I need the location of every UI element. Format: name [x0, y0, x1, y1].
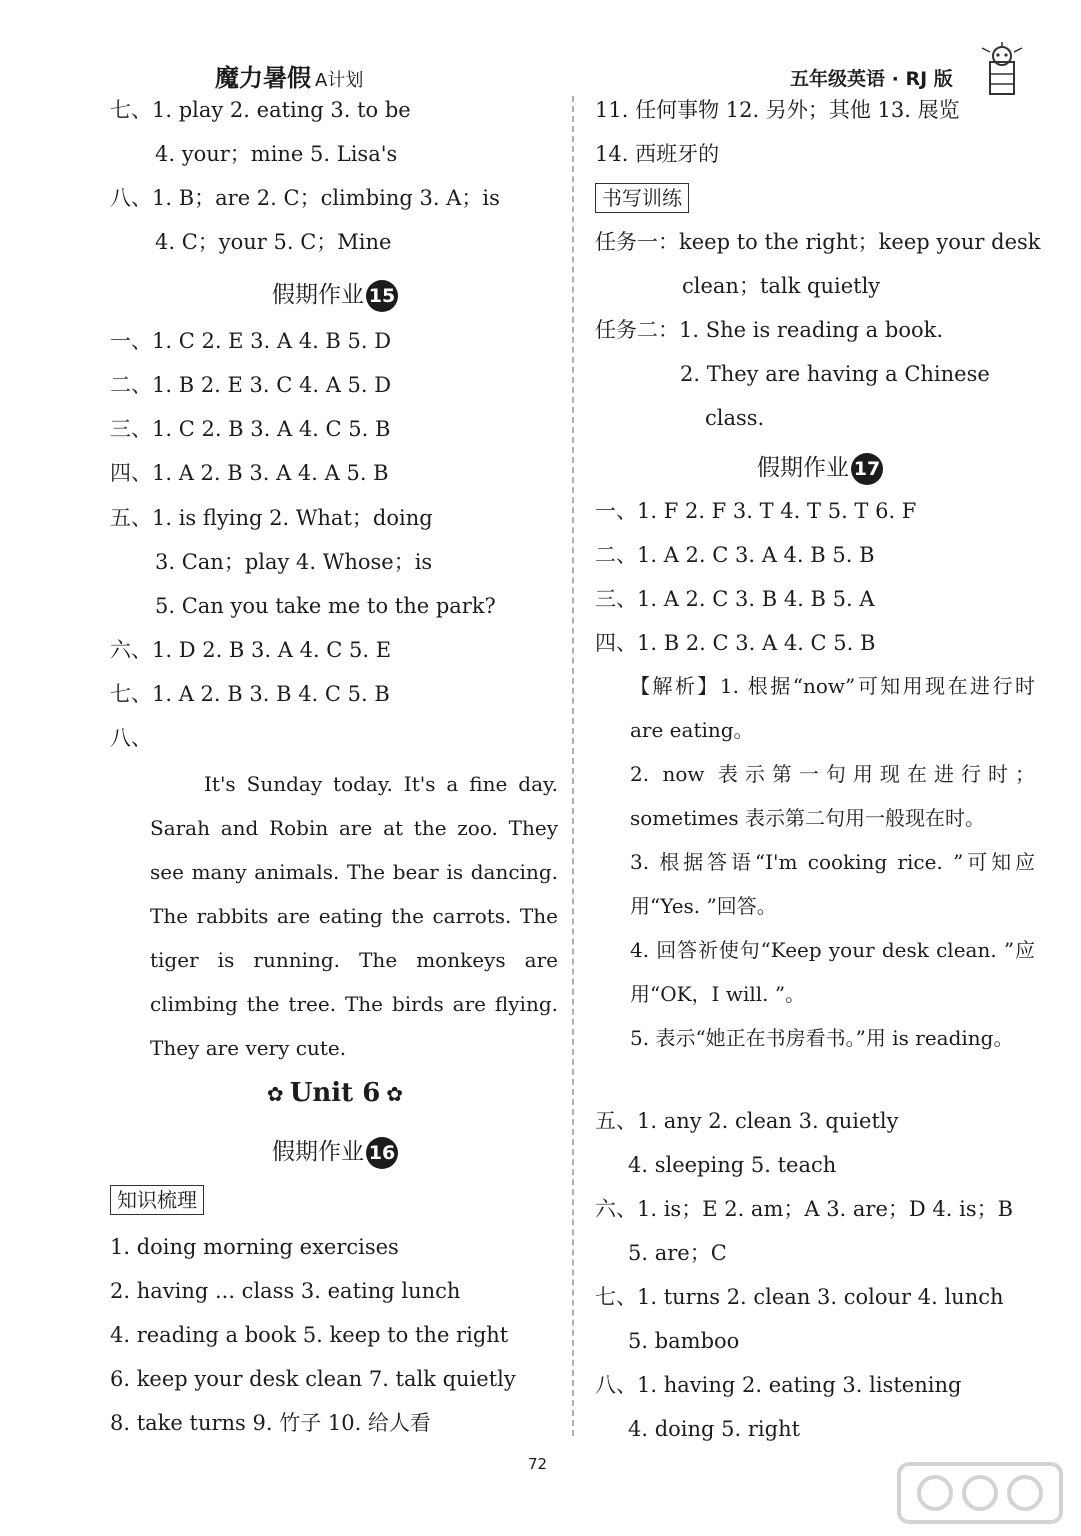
heading-text: 假期作业 [757, 455, 849, 481]
ornament-icon: ✿ [386, 1082, 404, 1106]
unit-title [110, 1078, 560, 1108]
answer-line: 五、1. any 2. clean 3. quietly [595, 1109, 899, 1133]
answer-line: 11. 任何事物 12. 另外；其他 13. 展览 [595, 98, 960, 122]
header-brand [215, 58, 363, 93]
header-grade: 五年级英语 · RJ 版 [790, 68, 953, 90]
answer-line: 4. reading a book 5. keep to the right [110, 1323, 509, 1347]
header-brand-title: 魔力暑假 [215, 64, 311, 92]
answer-line: 八、1. having 2. eating 3. listening [595, 1373, 962, 1397]
answer-line: clean；talk quietly [682, 274, 881, 298]
section-tag-line [595, 183, 689, 213]
answer-line: 任务一：keep to the right；keep your desk [595, 230, 1041, 254]
answer-line: 七、1. play 2. eating 3. to be [110, 98, 411, 122]
heading-text: 假期作业 [272, 282, 364, 308]
heading-text: 假期作业 [272, 1139, 364, 1165]
answer-line: 4. sleeping 5. teach [628, 1153, 837, 1177]
section-tag: 知识梳理 [110, 1185, 204, 1215]
answer-line: 八、 [110, 726, 152, 750]
section-tag-line [110, 1185, 204, 1215]
answer-line: class. [705, 406, 765, 430]
answer-line: 三、1. A 2. C 3. B 4. B 5. A [595, 587, 875, 611]
answer-line: 2. having ... class 3. eating lunch [110, 1279, 461, 1303]
section-tag: 书写训练 [595, 183, 689, 213]
explanation-line: 2. now 表示第一句用现在进行时；sometimes 表示第二句用一般现在时。 [630, 762, 1035, 830]
answer-line: 一、1. C 2. E 3. A 4. B 5. D [110, 329, 392, 353]
explanation [630, 664, 1035, 1060]
answer-line: 8. take turns 9. 竹子 10. 给人看 [110, 1411, 431, 1435]
answer-line: 14. 西班牙的 [595, 142, 720, 166]
answer-line: 二、1. B 2. E 3. C 4. A 5. D [110, 373, 392, 397]
watermark-logo-icon [895, 1458, 1065, 1528]
answer-line: 三、1. C 2. B 3. A 4. C 5. B [110, 417, 391, 441]
answer-line: 5. Can you take me to the park? [155, 594, 496, 618]
section-heading-16 [110, 1135, 560, 1169]
answer-line: 五、1. is flying 2. What；doing [110, 506, 433, 530]
answer-line: 四、1. A 2. B 3. A 4. A 5. B [110, 461, 389, 485]
answer-line: 2. They are having a Chinese [680, 362, 990, 386]
heading-number: 17 [851, 453, 883, 485]
passage-text: It's Sunday today. It's a fine day. Sarah and Robin are at the zoo. They see many animals. The bear is dancing. The rabbits are eating the carrots. The tiger is running. The monkeys are climbing the tree. The birds are flying. They are very cute. [150, 772, 558, 1060]
column-divider [572, 96, 574, 1436]
answer-line: 八、1. B；are 2. C；climbing 3. A；is [110, 186, 500, 210]
mascot-icon [972, 40, 1032, 100]
answer-line: 4. C；your 5. C；Mine [155, 230, 392, 254]
answer-line: 6. keep your desk clean 7. talk quietly [110, 1367, 516, 1391]
answer-line: 5. bamboo [628, 1329, 740, 1353]
unit-title-text: Unit 6 [289, 1078, 381, 1108]
answer-line: 六、1. is；E 2. am；A 3. are；D 4. is；B [595, 1197, 1014, 1221]
answer-line: 任务二：1. She is reading a book. [595, 318, 944, 342]
explanation-line: 3. 根据答语“I'm cooking rice. ”可知应用“Yes. ”回答。 [630, 850, 1035, 918]
answer-line: 5. are；C [628, 1241, 727, 1265]
answer-line: 七、1. turns 2. clean 3. colour 4. lunch [595, 1285, 1004, 1309]
explanation-line: 【解析】1. 根据“now”可知用现在进行时 are eating。 [630, 674, 1035, 742]
answer-line: 1. doing morning exercises [110, 1235, 399, 1259]
section-heading-17 [595, 451, 1045, 485]
page-number: 72 [528, 1455, 548, 1473]
answer-line: 一、1. F 2. F 3. T 4. T 5. T 6. F [595, 499, 917, 523]
answer-line: 四、1. B 2. C 3. A 4. C 5. B [595, 631, 876, 655]
answer-line: 二、1. A 2. C 3. A 4. B 5. B [595, 543, 875, 567]
explanation-line: 4. 回答祈使句“Keep your desk clean. ”应用“OK，I will. ”。 [630, 938, 1035, 1006]
answer-line: 3. Can；play 4. Whose；is [155, 550, 433, 574]
section-heading-15 [110, 278, 560, 312]
passage [150, 762, 558, 1070]
answer-line: 七、1. A 2. B 3. B 4. C 5. B [110, 682, 390, 706]
answer-line: 六、1. D 2. B 3. A 4. C 5. E [110, 638, 392, 662]
answer-line: 4. your；mine 5. Lisa's [155, 142, 398, 166]
header-brand-sub: A计划 [315, 70, 364, 91]
answer-line: 4. doing 5. right [628, 1417, 801, 1441]
ornament-icon: ✿ [266, 1082, 284, 1106]
explanation-line: 5. 表示“她正在书房看书。”用 is reading。 [630, 1026, 1014, 1050]
heading-number: 16 [366, 1137, 398, 1169]
heading-number: 15 [366, 280, 398, 312]
